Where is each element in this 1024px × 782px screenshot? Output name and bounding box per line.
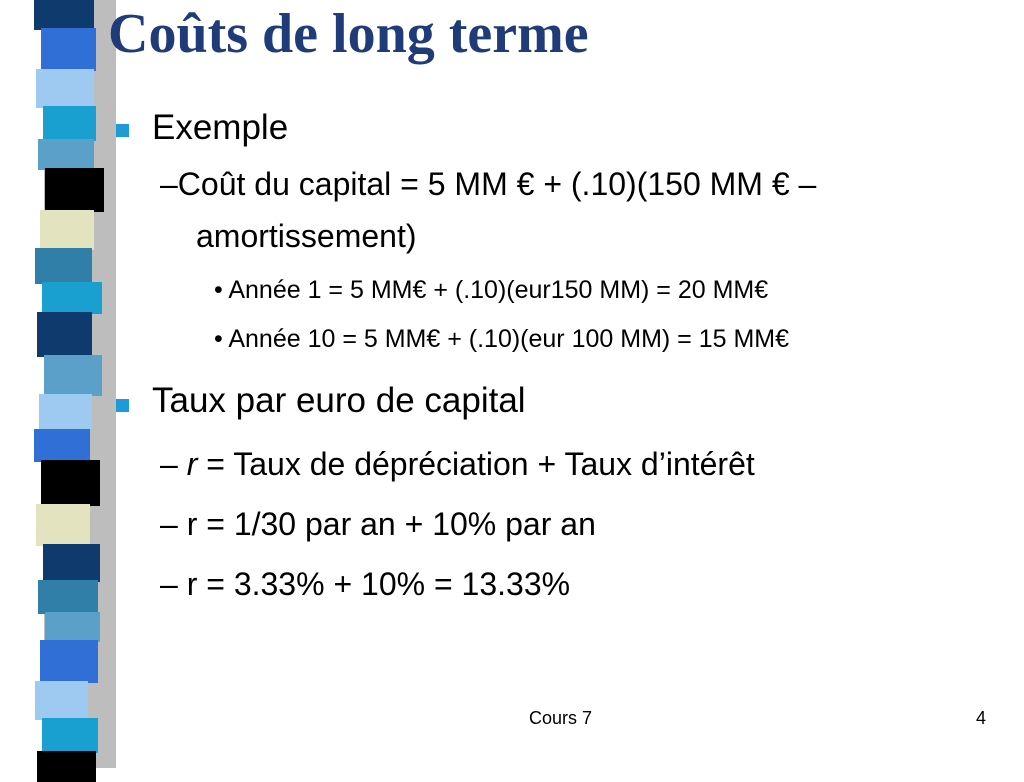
stripe-segment: [36, 504, 90, 546]
stripe-segment: [35, 248, 92, 284]
stripe-segment: [44, 355, 102, 396]
variable-r: r: [186, 446, 198, 482]
stripe-segment: [43, 106, 96, 141]
stripe-segment: [40, 210, 94, 250]
sub-bullet: [160, 506, 596, 543]
dot-marker: •: [214, 276, 223, 304]
sub-sub-bullet-text: Année 1 = 5 MM€ + (.10)(eur150 MM) = 20 MM€: [228, 276, 769, 304]
sub-sub-bullet-text: Année 10 = 5 MM€ + (.10)(eur 100 MM) = 15 MM€: [228, 325, 790, 353]
sub-bullet-text: Coût du capital = 5 MM € + (.10)(150 MM € –: [177, 166, 817, 202]
stripe-segment: [43, 544, 100, 582]
dash-marker: –: [160, 566, 178, 602]
stripe-segment: [35, 681, 88, 720]
dash-marker: –: [160, 506, 178, 542]
sub-bullet: [160, 446, 755, 483]
stripe-segment: [41, 460, 100, 506]
dash-marker: –: [160, 166, 178, 202]
sub-sub-bullet: [214, 276, 768, 305]
stripe-segment: [37, 312, 92, 357]
dot-marker: •: [214, 325, 223, 353]
stripe-segment: [42, 282, 102, 314]
sub-bullet: [160, 566, 570, 603]
page-title: Coûts de long terme: [108, 3, 589, 65]
bullet-text: Taux par euro de capital: [152, 381, 526, 420]
sub-bullet-continuation: amortissement): [196, 218, 417, 254]
page-number: 4: [976, 708, 987, 728]
stripe-segment: [34, 0, 94, 30]
bullet-text: Exemple: [152, 108, 289, 147]
stripe-segment: [36, 69, 94, 108]
sub-bullet: [160, 166, 816, 203]
dash-marker: –: [160, 446, 178, 482]
stripe-segment: [45, 168, 104, 212]
stripe-segment: [39, 394, 92, 431]
sub-bullet-text: = Taux de dépréciation + Taux d’intérêt: [197, 446, 755, 482]
stripe-segment: [37, 751, 96, 782]
stripe-segment: [38, 139, 94, 170]
footer-label: Cours 7: [529, 708, 593, 728]
stripe-segment: [45, 612, 100, 642]
square-bullet-icon: [116, 399, 129, 412]
stripe-segment: [40, 640, 98, 683]
square-bullet-icon: [116, 124, 129, 137]
sub-bullet-text: r = 3.33% + 10% = 13.33%: [186, 566, 571, 602]
stripe-segment: [41, 28, 96, 71]
sub-bullet-text: r = 1/30 par an + 10% par an: [186, 506, 596, 542]
stripe-segment: [38, 580, 98, 614]
stripe-segment: [34, 429, 90, 462]
stripe-segment: [42, 718, 98, 753]
sub-sub-bullet: [214, 325, 789, 354]
